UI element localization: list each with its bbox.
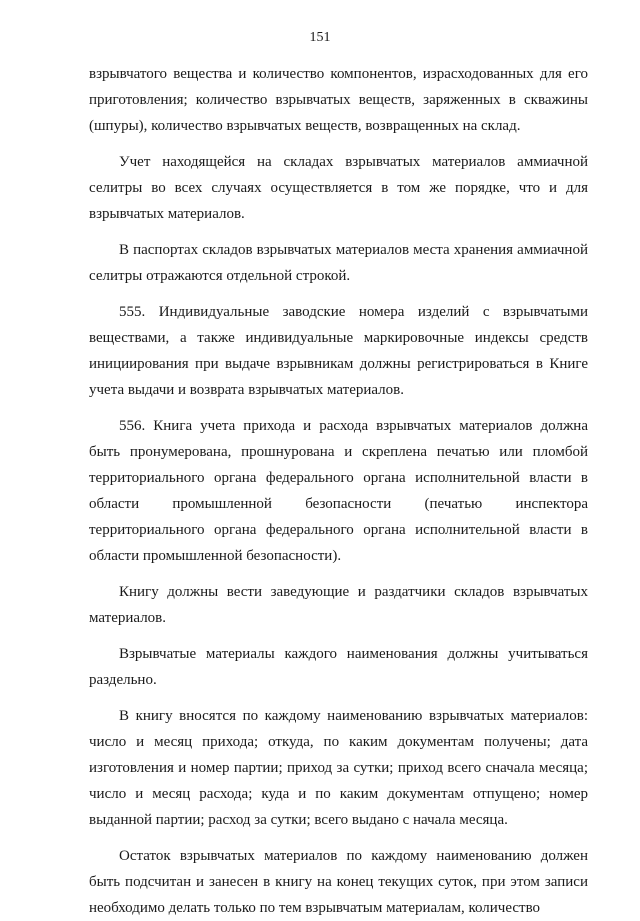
- paragraph-separate-accounting: Взрывчатые материалы каждого наименования должны учитываться раздельно.: [89, 646, 588, 688]
- paragraph-item-556: 556. Книга учета прихода и расхода взрывчатых материалов должна быть пронумерована, прошнурована и скреплена печатью или пломбой территориального органа федерального органа исполнительной власти в области промышленной безопасности (печатью инспектора территориального органа федерального органа исполнительной власти в области промышленной безопасности).: [89, 418, 588, 564]
- paragraph-ammonium-nitrate-accounting: Учет находящейся на складах взрывчатых материалов аммиачной селитры во всех случаях осуществляется в том же порядке, что и для взрывчатых материалов.: [89, 154, 588, 222]
- body-text: [89, 61, 588, 921]
- paragraph-continuation: взрывчатого вещества и количество компонентов, израсходованных для его приготовления; количество взрывчатых веществ, заряженных в скважины (шпуры), количество взрывчатых веществ, возвращенных на склад.: [89, 66, 588, 134]
- paragraph-book-keepers: Книгу должны вести заведующие и раздатчики складов взрывчатых материалов.: [89, 584, 588, 626]
- paragraph-book-entries: В книгу вносятся по каждому наименованию взрывчатых материалов: число и месяц прихода; откуда, по каким документам получены; дата изготовления и номер партии; приход за сутки; приход всего сначала месяца; число и месяц расхода; куда и по каким документам отпущено; номер выданной партии; расход за сутки; всего выдано с начала месяца.: [89, 708, 588, 828]
- paragraph-warehouse-passports: В паспортах складов взрывчатых материалов места хранения аммиачной селитры отражаются отдельной строкой.: [89, 242, 588, 284]
- paragraph-item-555: 555. Индивидуальные заводские номера изделий с взрывчатыми веществами, а также индивидуальные маркировочные индексы средств инициирования при выдаче взрывникам должны регистрироваться в Книге учета выдачи и возврата взрывчатых материалов.: [89, 304, 588, 398]
- paragraph-daily-balance: Остаток взрывчатых материалов по каждому наименованию должен быть подсчитан и занесен в книгу на конец текущих суток, при этом записи необходимо делать только по тем взрывчатым материалам, количество: [89, 848, 588, 916]
- page-number: 151: [309, 30, 331, 45]
